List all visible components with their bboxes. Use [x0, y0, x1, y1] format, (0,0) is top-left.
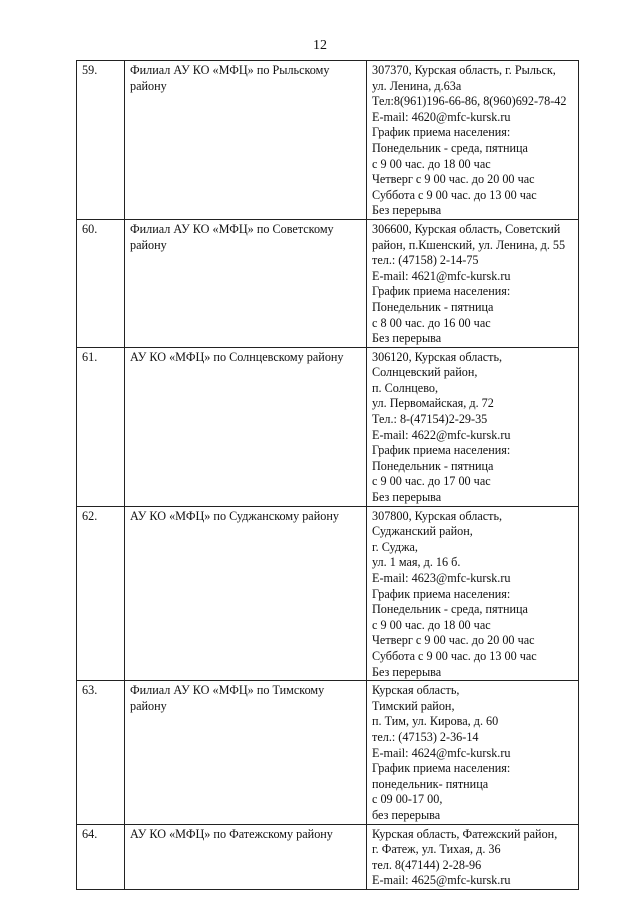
- contact-line: E-mail: 4622@mfc-kursk.ru: [372, 427, 511, 442]
- office-name: АУ КО «МФЦ» по Фатежскому району: [125, 824, 367, 889]
- mfc-offices-table: [76, 60, 579, 890]
- contact-line: тел.: (47158) 2-14-75: [372, 253, 479, 268]
- row-number: 60.: [77, 219, 125, 347]
- contact-line: п. Тим, ул. Кирова, д. 60: [372, 714, 499, 729]
- contact-line: E-mail: 4624@mfc-kursk.ru: [372, 745, 511, 760]
- contact-line: с 09 00-17 00,: [372, 792, 443, 807]
- contact-line: Тимский район,: [372, 698, 455, 713]
- contact-line: г. Фатеж, ул. Тихая, д. 36: [372, 842, 501, 857]
- row-number: 63.: [77, 681, 125, 824]
- office-contacts: [367, 824, 579, 889]
- contact-line: E-mail: 4625@mfc-kursk.ru: [372, 873, 511, 888]
- contact-line: с 9 00 час. до 17 00 час: [372, 474, 491, 489]
- contact-line: Четверг с 9 00 час. до 20 00 час: [372, 633, 535, 648]
- contact-line: Курская область,: [372, 683, 460, 698]
- contact-line: Понедельник - пятница: [372, 458, 494, 473]
- table-row: [77, 824, 579, 889]
- office-contacts: [367, 61, 579, 220]
- contact-line: с 9 00 час. до 18 00 час: [372, 156, 491, 171]
- contact-line: Четверг с 9 00 час. до 20 00 час: [372, 172, 535, 187]
- contact-line: Тел:8(961)196-66-86, 8(960)692-78-42: [372, 94, 567, 109]
- office-name: АУ КО «МФЦ» по Солнцевскому району: [125, 347, 367, 506]
- table-row: [77, 61, 579, 220]
- contact-line: п. Солнцево,: [372, 380, 439, 395]
- table-row: [77, 681, 579, 824]
- table-row: [77, 219, 579, 347]
- contact-line: с 8 00 час. до 16 00 час: [372, 315, 491, 330]
- contact-line: Без перерыва: [372, 203, 442, 218]
- contact-line: Понедельник - пятница: [372, 299, 494, 314]
- contact-line: Солнцевский район,: [372, 365, 478, 380]
- contact-line: Без перерыва: [372, 490, 442, 505]
- contact-line: График приема населения:: [372, 761, 511, 776]
- row-number: 59.: [77, 61, 125, 220]
- table-row: [77, 347, 579, 506]
- row-number: 64.: [77, 824, 125, 889]
- office-contacts: [367, 506, 579, 681]
- contact-line: E-mail: 4620@mfc-kursk.ru: [372, 109, 511, 124]
- contact-line: Суббота с 9 00 час. до 13 00 час: [372, 187, 537, 202]
- offices-table-body: [77, 61, 579, 890]
- office-name: Филиал АУ КО «МФЦ» по Рыльскому району: [125, 61, 367, 220]
- contact-line: район, п.Кшенский, ул. Ленина, д. 55: [372, 237, 566, 252]
- contact-line: Суббота с 9 00 час. до 13 00 час: [372, 648, 537, 663]
- contact-line: с 9 00 час. до 18 00 час: [372, 617, 491, 632]
- page-number: 12: [313, 38, 327, 53]
- contact-line: ул. 1 мая, д. 16 б.: [372, 555, 461, 570]
- office-contacts: [367, 219, 579, 347]
- contact-line: График приема населения:: [372, 586, 511, 601]
- office-contacts: [367, 681, 579, 824]
- contact-line: 307370, Курская область, г. Рыльск,: [372, 63, 556, 77]
- contact-line: График приема населения:: [372, 284, 511, 299]
- row-number: 61.: [77, 347, 125, 506]
- row-number: 62.: [77, 506, 125, 681]
- contact-line: Суджанский район,: [372, 524, 473, 539]
- contact-line: E-mail: 4621@mfc-kursk.ru: [372, 268, 511, 283]
- contact-line: 306600, Курская область, Советский: [372, 221, 561, 236]
- contact-line: Понедельник - среда, пятница: [372, 602, 528, 617]
- contact-line: Тел.: 8-(47154)2-29-35: [372, 412, 488, 427]
- contact-line: тел.: (47153) 2-36-14: [372, 729, 479, 744]
- contact-line: тел. 8(47144) 2-28-96: [372, 857, 482, 872]
- contact-line: без перерыва: [372, 807, 441, 822]
- contact-line: График приема населения:: [372, 125, 511, 140]
- office-contacts: [367, 347, 579, 506]
- contact-line: Без перерыва: [372, 331, 442, 346]
- contact-line: Без перерыва: [372, 664, 442, 679]
- contact-line: Понедельник - среда, пятница: [372, 140, 528, 155]
- contact-line: 306120, Курская область,: [372, 349, 503, 364]
- contact-line: График приема населения:: [372, 443, 511, 458]
- table-row: [77, 506, 579, 681]
- office-name: Филиал АУ КО «МФЦ» по Советскому району: [125, 219, 367, 347]
- office-name: АУ КО «МФЦ» по Суджанскому району: [125, 506, 367, 681]
- contact-line: E-mail: 4623@mfc-kursk.ru: [372, 571, 511, 585]
- contact-line: Курская область, Фатежский район,: [372, 826, 558, 841]
- contact-line: 307800, Курская область,: [372, 508, 503, 523]
- contact-line: г. Суджа,: [372, 539, 418, 554]
- contact-line: ул. Первомайская, д. 72: [372, 396, 494, 411]
- contact-line: понедельник- пятница: [372, 776, 489, 791]
- office-name: Филиал АУ КО «МФЦ» по Тимскому району: [125, 681, 367, 824]
- contact-line: ул. Ленина, д.63а: [372, 78, 462, 93]
